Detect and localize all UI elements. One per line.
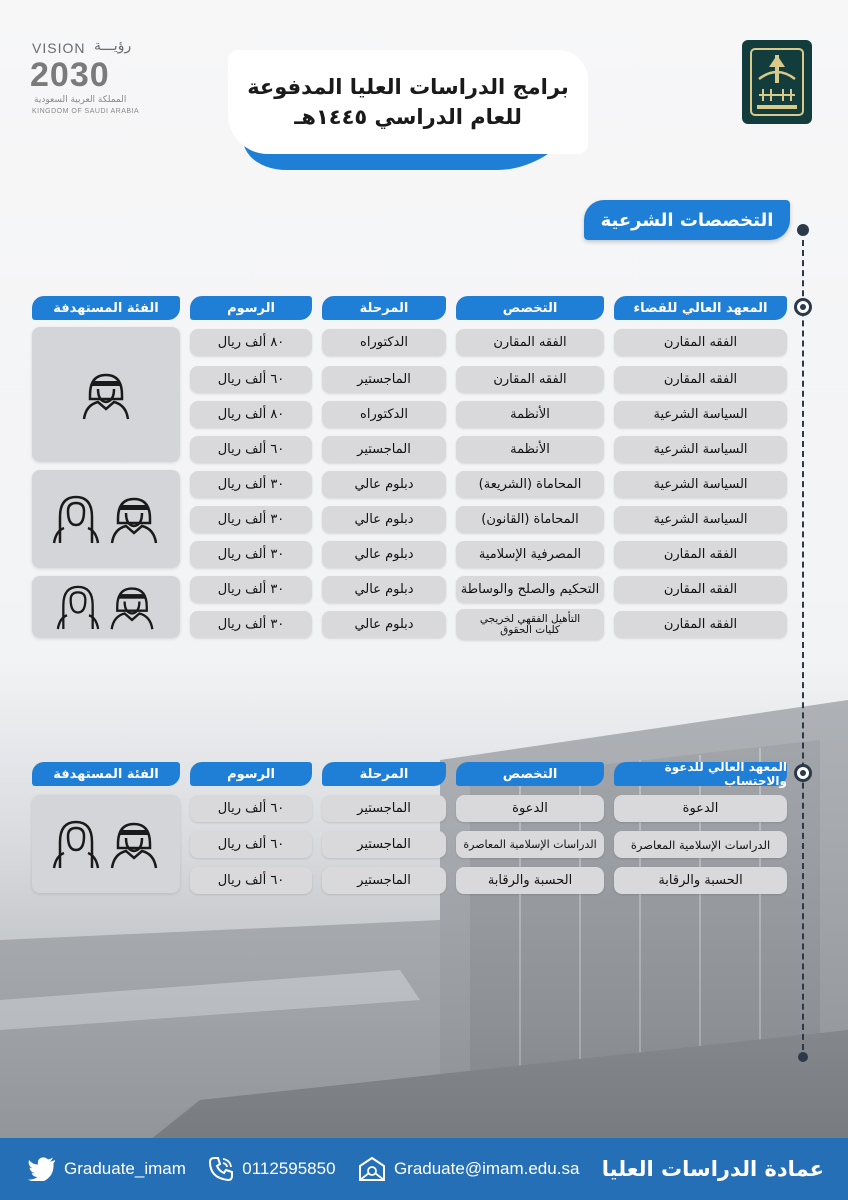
table1-cell-specialty: المحاماة (الشريعة) [456,471,604,498]
title-line-2: للعام الدراسي ١٤٤٥هـ [294,105,522,129]
table2-header-institute: المعهد العالي للدعوة والاحتساب [614,762,787,786]
table1-cell-institute: الفقه المقارن [614,576,787,603]
table1-cell-institute: السياسة الشرعية [614,401,787,428]
table1-cell-fees: ٦٠ ألف ريال [190,436,312,463]
vision-word: VISION [32,40,86,56]
table1-target-mixed [32,470,180,568]
section-title: التخصصات الشرعية [584,200,790,240]
table1-cell-specialty: الفقه المقارن [456,366,604,393]
vision-2030-logo [24,40,144,130]
table1-cell-stage: دبلوم عالي [322,576,446,603]
table2-cell-specialty: الدراسات الإسلامية المعاصرة [456,831,604,858]
table1-cell-specialty: الأنظمة [456,401,604,428]
university-emblem-icon [742,40,812,124]
table2-cell-specialty: الدعوة [456,795,604,822]
deanship-name: عمادة الدراسات العليا [601,1157,824,1181]
table2-cell-stage: الماجستير [322,795,446,822]
table2-cell-stage: الماجستير [322,867,446,894]
footer-twitter[interactable] [28,1157,186,1181]
footer-deanship [602,1157,824,1181]
table1-header-target: الفئة المستهدفة [32,296,180,320]
vision-year: 2030 [30,56,110,94]
table2-cell-institute: الدعوة [614,795,787,822]
twitter-handle: Graduate_imam [64,1159,186,1178]
table1-cell-fees: ٣٠ ألف ريال [190,611,312,638]
male-student-icon [108,818,160,870]
table2-cell-institute: الدراسات الإسلامية المعاصرة [614,831,787,858]
footer-email[interactable] [358,1156,579,1182]
table2-cell-fees: ٦٠ ألف ريال [190,795,312,822]
table1-cell-institute: السياسة الشرعية [614,506,787,533]
header-banner [228,50,588,168]
table1-cell-specialty: الأنظمة [456,436,604,463]
table1-cell-stage: الماجستير [322,366,446,393]
table1-header-fees: الرسوم [190,296,312,320]
table1-cell-fees: ٣٠ ألف ريال [190,506,312,533]
table1-header-stage: المرحلة [322,296,446,320]
table2-cell-institute: الحسبة والرقابة [614,867,787,894]
table2-cell-fees: ٦٠ ألف ريال [190,831,312,858]
table1-cell-stage: دبلوم عالي [322,541,446,568]
table1-cell-fees: ٦٠ ألف ريال [190,366,312,393]
timeline-dot-table2 [794,764,812,782]
female-student-icon [56,582,100,632]
title-line-1: برامج الدراسات العليا المدفوعة [247,75,569,99]
phone-number: 0112595850 [242,1159,336,1178]
table2-target-mixed [32,795,180,893]
phone-icon [208,1156,234,1182]
table1-cell-stage: الدكتوراه [322,329,446,356]
table1-cell-fees: ٣٠ ألف ريال [190,541,312,568]
table1-cell-institute: السياسة الشرعية [614,436,787,463]
table1-cell-fees: ٣٠ ألف ريال [190,471,312,498]
table2-header-specialty: التخصص [456,762,604,786]
table1-cell-institute: الفقه المقارن [614,329,787,356]
table2-cell-specialty: الحسبة والرقابة [456,867,604,894]
table1-cell-fees: ٨٠ ألف ريال [190,329,312,356]
table1-cell-fees: ٨٠ ألف ريال [190,401,312,428]
table2-header-stage: المرحلة [322,762,446,786]
female-student-icon [52,818,100,870]
table1-cell-stage: دبلوم عالي [322,471,446,498]
table1-cell-fees: ٣٠ ألف ريال [190,576,312,603]
table2-cell-fees: ٦٠ ألف ريال [190,867,312,894]
table1-cell-institute: الفقه المقارن [614,366,787,393]
vision-kingdom-en: KINGDOM OF SAUDI ARABIA [32,108,140,115]
table1-cell-institute: الفقه المقارن [614,541,787,568]
email-address: Graduate@imam.edu.sa [393,1159,580,1178]
vision-kingdom-ar: المملكة العربية السعودية [34,95,127,105]
male-student-icon [80,369,132,421]
table1-cell-institute: الفقه المقارن [614,611,787,638]
male-student-icon [108,582,156,632]
table2-cell-stage: الماجستير [322,831,446,858]
female-student-icon [52,493,100,545]
table1-cell-specialty: المحاماة (القانون) [456,506,604,533]
timeline-dot-table1 [794,298,812,316]
footer-bar [0,1138,848,1200]
header-title [228,50,588,154]
table1-header-institute: المعهد العالي للقضاء [614,296,787,320]
timeline-dot-end [798,1052,808,1062]
vision-arabic: رؤيـــة [94,38,132,54]
table1-header-specialty: التخصص [456,296,604,320]
twitter-icon [28,1157,56,1181]
table1-target-male [32,327,180,462]
table2-header-target: الفئة المستهدفة [32,762,180,786]
timeline-dot-top [797,224,809,236]
male-student-icon [108,493,160,545]
table1-cell-specialty: التحكيم والصلح والوساطة [456,576,604,603]
table1-cell-stage: دبلوم عالي [322,506,446,533]
email-icon [358,1156,386,1182]
table1-cell-specialty: المصرفية الإسلامية [456,541,604,568]
table2-header-fees: الرسوم [190,762,312,786]
table1-cell-specialty: التأهيل الفقهي لخريجي كليات الحقوق [456,609,604,640]
table1-cell-stage: دبلوم عالي [322,611,446,638]
timeline-line [802,240,804,1060]
table1-cell-stage: الماجستير [322,436,446,463]
table1-target-mixed-2 [32,576,180,638]
table1-cell-stage: الدكتوراه [322,401,446,428]
table1-cell-specialty: الفقه المقارن [456,329,604,356]
footer-phone[interactable] [208,1156,335,1182]
table1-cell-institute: السياسة الشرعية [614,471,787,498]
